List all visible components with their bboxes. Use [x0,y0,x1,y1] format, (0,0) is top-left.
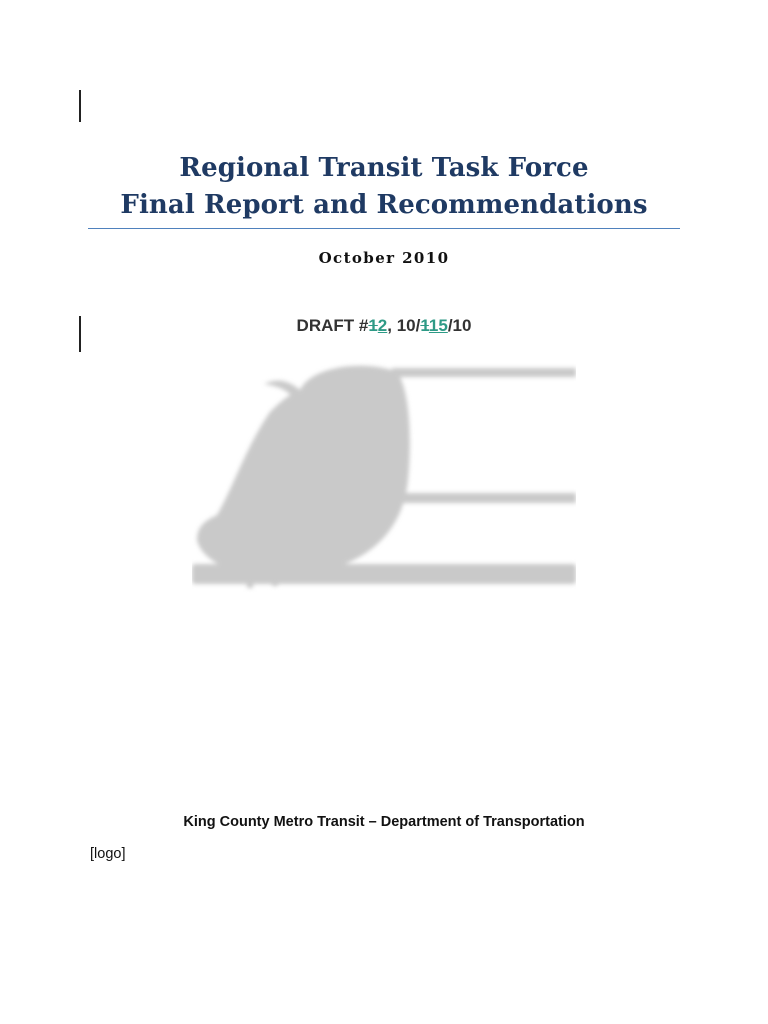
draft-inserted-day: 15 [428,316,448,335]
title-line-1: Regional Transit Task Force [179,153,589,183]
draft-deleted-day: 1 [420,316,429,335]
draft-prefix: DRAFT # [296,316,369,335]
draft-date-part-1: , 10/ [387,316,421,335]
draft-date-part-2: /10 [447,316,472,335]
logo-placeholder: [logo] [90,846,126,862]
title-line-2: Final Report and Recommendations [120,190,648,220]
organization-name: King County Metro Transit – Department of Transportation [183,814,585,830]
change-bar-top [79,90,81,122]
draft-inserted-number: 2 [377,316,388,335]
report-title [88,150,680,224]
change-bar-draft [79,316,81,352]
title-underline-rule [88,228,680,229]
draft-deleted-number: 1 [368,316,378,335]
bird-on-wire-image [192,350,576,594]
draft-label [88,316,680,336]
report-date: October 2010 [318,249,450,267]
